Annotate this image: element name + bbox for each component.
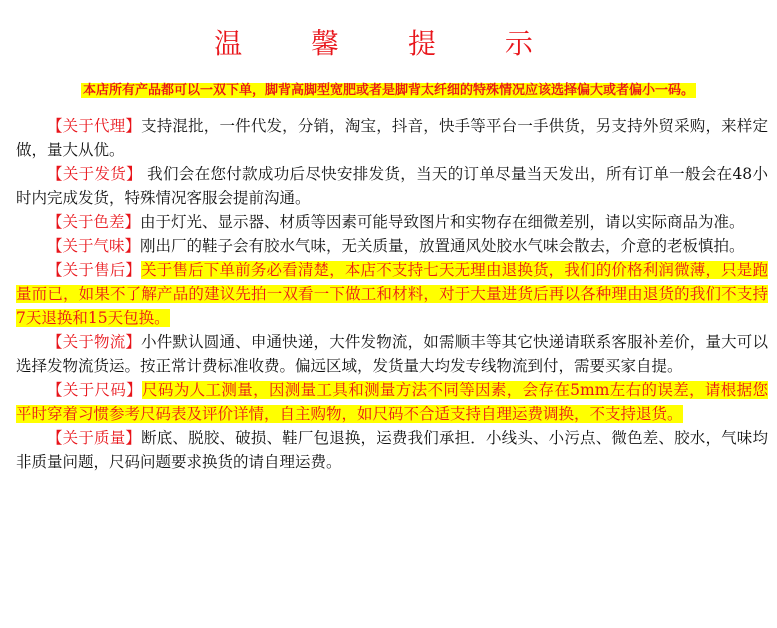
policy-label: 【关于尺码】 <box>47 381 143 399</box>
policy-label: 【关于质量】 <box>47 429 142 447</box>
policy-agency <box>16 114 768 162</box>
page-title: 温 馨 提 示 <box>214 27 563 60</box>
policy-text: 我们会在您付款成功后尽快安排发货，当天的订单尽量当天发出，所有订单一般会在48小时内完成发货，特殊情况客服会提前沟通。 <box>16 165 768 207</box>
policy-logistics <box>16 330 768 378</box>
policy-quality <box>16 426 768 474</box>
policy-text: 刚出厂的鞋子会有胶水气味，无关质量，放置通风处胶水气味会散去，介意的老板慎拍。 <box>140 237 745 255</box>
policy-text-highlighted: 关于售后下单前务必看清楚，本店不支持七天无理由退换货，我们的价格利润微薄，只是跑量而已，如果不了解产品的建议先拍一双看一下做工和材料，对于大量进货后再以各种理由退货的我们不支持7天退换和15天包换。 <box>16 261 768 327</box>
policy-text: 由于灯光、显示器、材质等因素可能导致图片和实物存在细微差别，请以实际商品为准。 <box>140 213 745 231</box>
policy-text: 支持混批，一件代发，分销，淘宝，抖音，快手等平台一手供货，另支持外贸采购，来样定做，量大从优。 <box>16 117 768 159</box>
notice-banner-text: 本店所有产品都可以一双下单，脚背高脚型宽肥或者是脚背太纤细的特殊情况应该选择偏大或者偏小一码。 <box>82 83 694 98</box>
policy-label: 【关于发货】 <box>47 165 142 183</box>
policy-size <box>16 378 768 426</box>
policy-text: 断底、脱胶、破损、鞋厂包退换，运费我们承担．小线头、小污点、微色差、胶水，气味均非质量问题，尺码问题要求换货的请自理运费。 <box>16 429 768 471</box>
policy-text-highlighted: 尺码为人工测量，因测量工具和测量方法不同等因素，会存在5mm左右的误差，请根据您平时穿着习惯参考尺码表及评价详情，自主购物，如尺码不合适支持自理运费调换，不支持退货。 <box>16 381 768 423</box>
policy-label: 【关于售后】 <box>47 261 142 279</box>
policy-text: 小件默认圆通、申通快递，大件发物流，如需顺丰等其它快递请联系客服补差价，量大可以选择发物流货运。按正常计费标准收费。偏远区域，发货量大均发专线物流到付，需要买家自提。 <box>16 333 768 375</box>
policy-color <box>16 210 768 234</box>
notice-banner <box>0 79 777 98</box>
policy-label: 【关于色差】 <box>47 213 141 231</box>
policy-after-sales <box>16 258 768 330</box>
policy-label: 【关于代理】 <box>47 117 142 135</box>
policy-label: 【关于气味】 <box>47 237 141 255</box>
policy-list <box>16 114 768 474</box>
policy-label: 【关于物流】 <box>47 333 142 351</box>
policy-shipping <box>16 162 768 210</box>
policy-odor <box>16 234 768 258</box>
